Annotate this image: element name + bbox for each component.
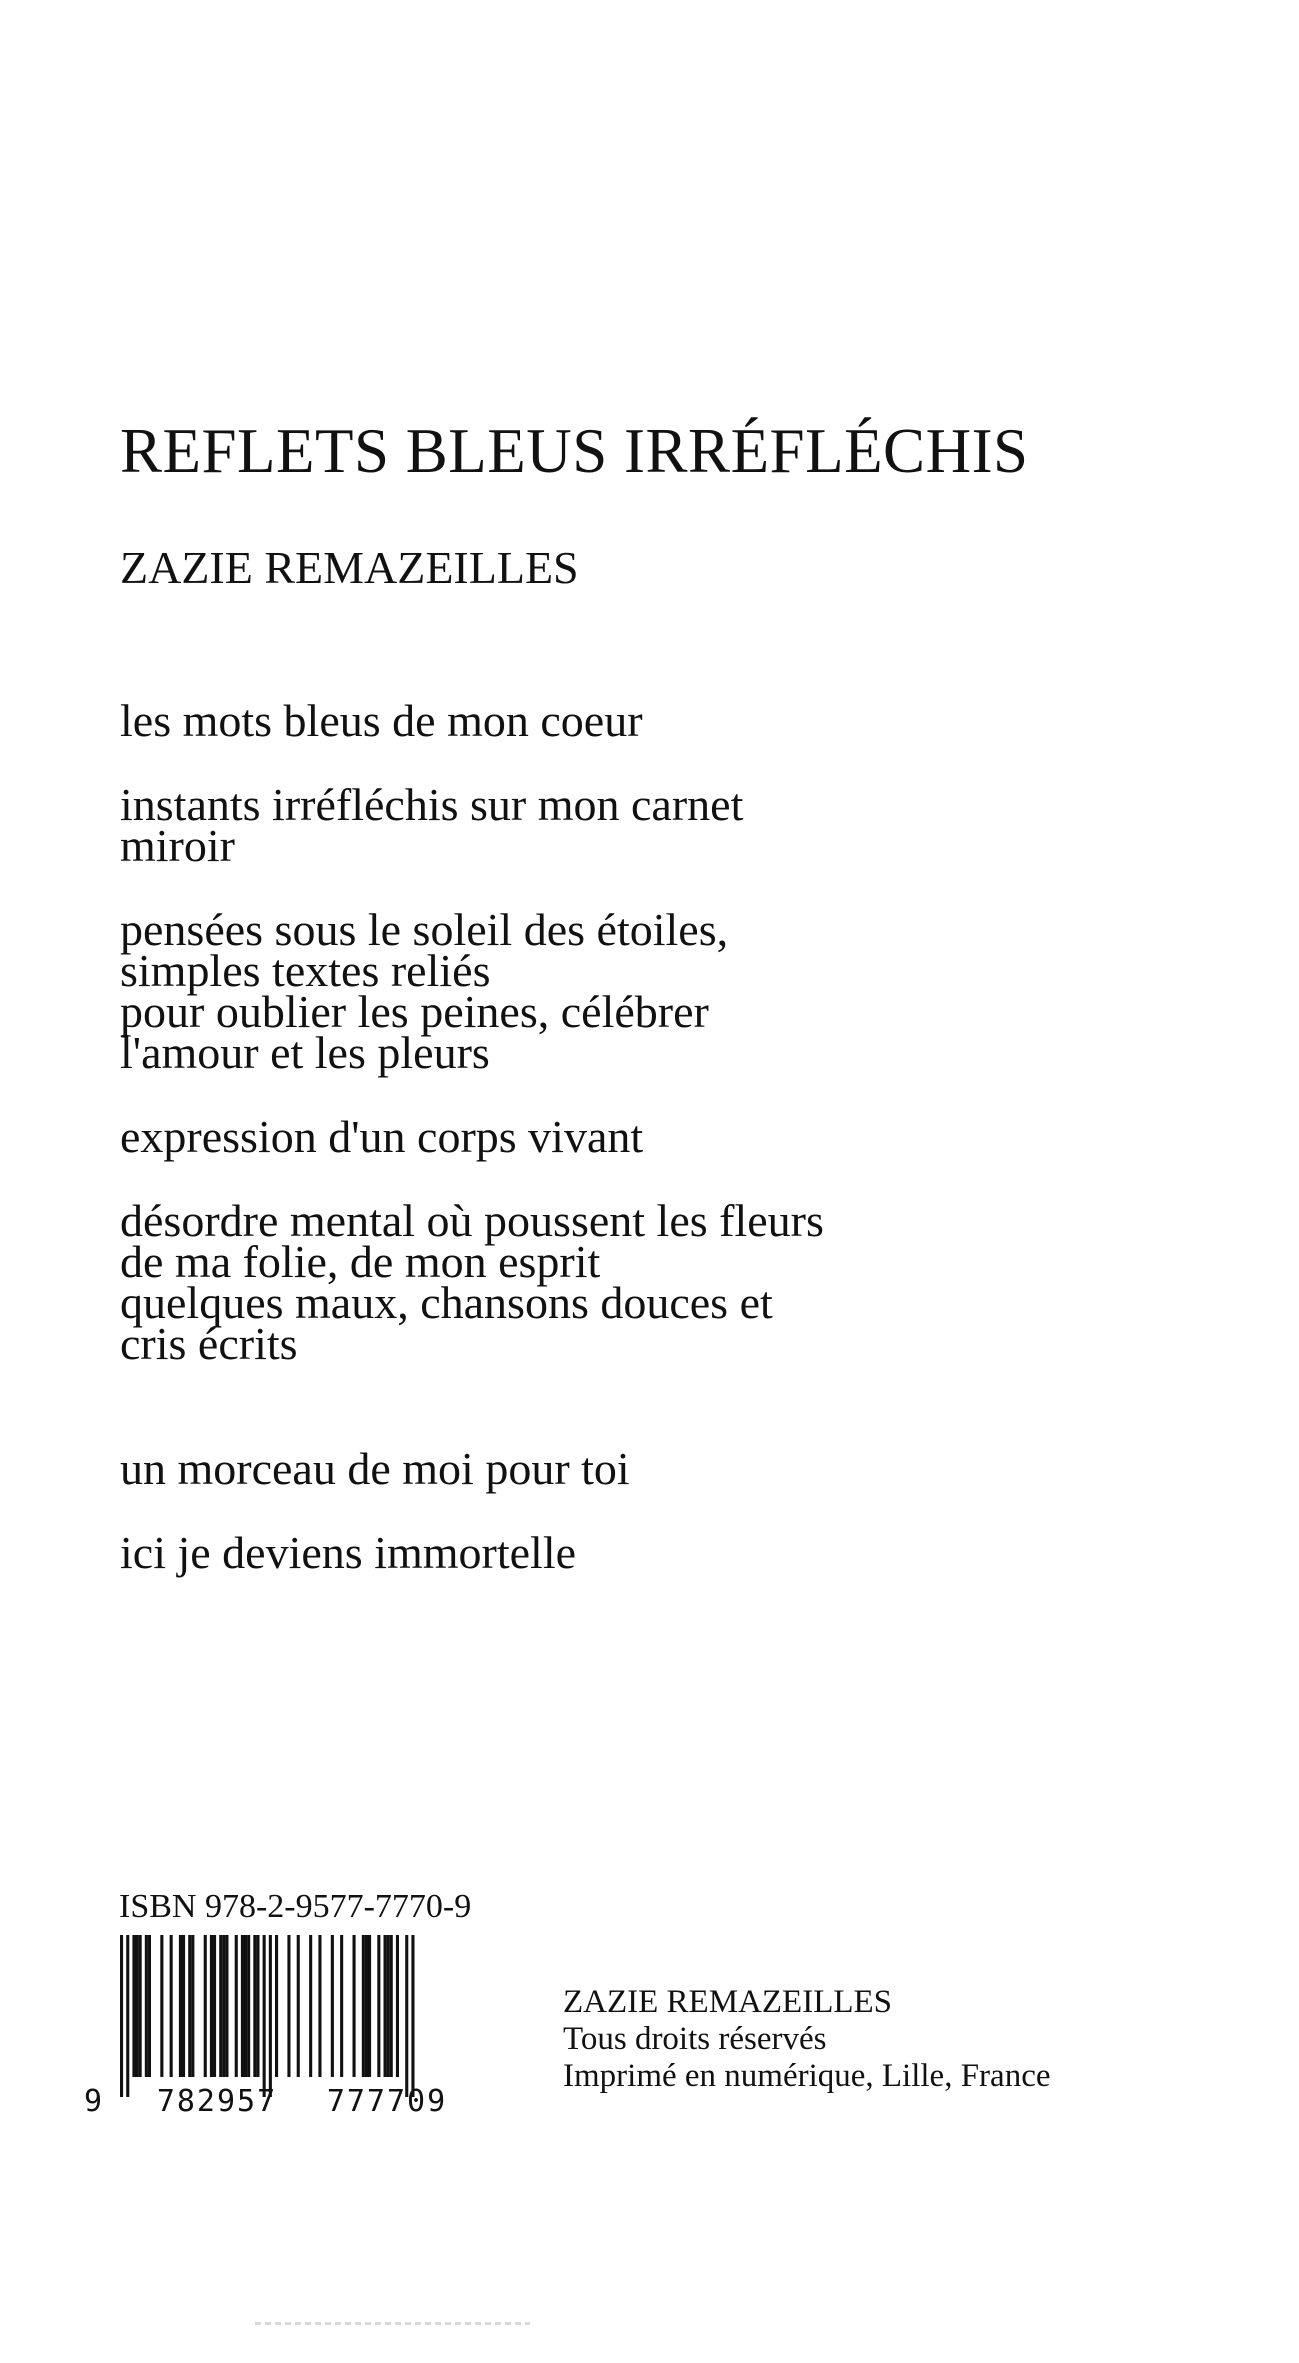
poem-line: l'amour et les pleurs bbox=[120, 1027, 490, 1078]
barcode-lead-digit: 9 bbox=[83, 2084, 103, 2119]
poem-line: expression d'un corps vivant bbox=[120, 1111, 644, 1162]
barcode-bar bbox=[387, 1935, 390, 2077]
barcode-bar bbox=[368, 1935, 371, 2077]
barcode-bar bbox=[145, 1935, 148, 2077]
barcode-bar bbox=[287, 1935, 290, 2077]
stanza-5 bbox=[120, 1195, 1140, 1369]
barcode-bar bbox=[219, 1935, 222, 2077]
barcode-bar bbox=[390, 1935, 393, 2077]
stanza-4 bbox=[120, 1111, 1140, 1162]
barcode-bar bbox=[191, 1935, 194, 2077]
barcode-bar bbox=[396, 1935, 399, 2077]
barcode-bar bbox=[362, 1935, 365, 2077]
barcode-bar bbox=[204, 1935, 207, 2077]
barcode-bar bbox=[247, 1935, 250, 2077]
barcode-bar bbox=[225, 1935, 228, 2077]
poem-line: les mots bleus de mon coeur bbox=[120, 695, 643, 746]
barcode-bar bbox=[340, 1935, 343, 2077]
barcode-bar bbox=[318, 1935, 321, 2077]
barcode-bar bbox=[269, 1935, 272, 2097]
stanza-1 bbox=[120, 695, 1140, 746]
barcode-bar bbox=[377, 1935, 380, 2077]
barcode-bar bbox=[405, 1935, 408, 2097]
barcode-bar bbox=[160, 1935, 163, 2077]
imprint-printed: Imprimé en numérique, Lille, France bbox=[563, 2058, 1051, 2094]
stanza-6 bbox=[120, 1443, 1140, 1494]
poem-line: pour oublier les peines, célébrer bbox=[120, 986, 709, 1037]
imprint-block bbox=[563, 1984, 1051, 2095]
barcode-bar bbox=[213, 1935, 216, 2077]
barcode-graphic bbox=[80, 1935, 500, 2125]
stanza-3 bbox=[120, 904, 1140, 1078]
poem-line: simples textes reliés bbox=[120, 945, 491, 996]
barcode-bar bbox=[241, 1935, 244, 2077]
book-title: REFLETS BLEUS IRRÉFLÉCHIS bbox=[120, 416, 1029, 486]
barcode-bar bbox=[411, 1935, 414, 2097]
stanza-2 bbox=[120, 779, 1140, 871]
barcode-bar bbox=[170, 1935, 173, 2077]
barcode-bar bbox=[297, 1935, 300, 2077]
barcode-bar bbox=[126, 1935, 129, 2097]
isbn-label: ISBN 978-2-9577-7770-9 bbox=[119, 1888, 472, 1925]
barcode-bar bbox=[136, 1935, 139, 2077]
poem-line: un morceau de moi pour toi bbox=[120, 1443, 630, 1494]
faint-footer-mark bbox=[255, 2322, 530, 2325]
poem-line: désordre mental où poussent les fleurs bbox=[120, 1195, 824, 1246]
barcode-bar bbox=[179, 1935, 182, 2077]
barcode-bar bbox=[182, 1935, 185, 2077]
poem-line: de ma folie, de mon esprit bbox=[120, 1236, 601, 1287]
barcode-bar bbox=[188, 1935, 191, 2077]
book-author: ZAZIE REMAZEILLES bbox=[120, 542, 579, 593]
barcode-bars bbox=[120, 1935, 415, 2097]
imprint-rights: Tous droits réservés bbox=[563, 2021, 827, 2057]
poem-line: ici je deviens immortelle bbox=[120, 1527, 577, 1578]
barcode-bar bbox=[275, 1935, 278, 2077]
poem-line: cris écrits bbox=[120, 1318, 298, 1369]
stanza-7 bbox=[120, 1527, 1140, 1578]
barcode-bar bbox=[384, 1935, 387, 2077]
poem-line: instants irréfléchis sur mon carnet bbox=[120, 779, 744, 830]
barcode-bar bbox=[256, 1935, 259, 2077]
poem-line: pensées sous le soleil des étoiles, bbox=[120, 904, 729, 955]
imprint-name: ZAZIE REMAZEILLES bbox=[563, 1984, 893, 2020]
barcode-bar bbox=[235, 1935, 238, 2077]
barcode-bar bbox=[244, 1935, 247, 2077]
barcode-bar bbox=[253, 1935, 256, 2077]
barcode-left-digits: 782957 bbox=[156, 2084, 278, 2119]
barcode-bar bbox=[309, 1935, 312, 2077]
barcode-bar bbox=[365, 1935, 368, 2077]
barcode-bar bbox=[132, 1935, 135, 2077]
barcode-right-digits: 777709 bbox=[326, 2084, 448, 2119]
barcode-bar bbox=[210, 1935, 213, 2077]
barcode-bar bbox=[148, 1935, 151, 2077]
barcode-bar bbox=[353, 1935, 356, 2077]
barcode-bar bbox=[263, 1935, 266, 2097]
barcode-bar bbox=[139, 1935, 142, 2077]
poem bbox=[120, 695, 1140, 1616]
isbn-barcode bbox=[80, 1935, 500, 2125]
poem-line: quelques maux, chansons douces et bbox=[120, 1277, 773, 1328]
poem-line: miroir bbox=[120, 820, 235, 871]
barcode-bar bbox=[331, 1935, 334, 2077]
barcode-bar bbox=[222, 1935, 225, 2077]
barcode-bar bbox=[120, 1935, 123, 2097]
